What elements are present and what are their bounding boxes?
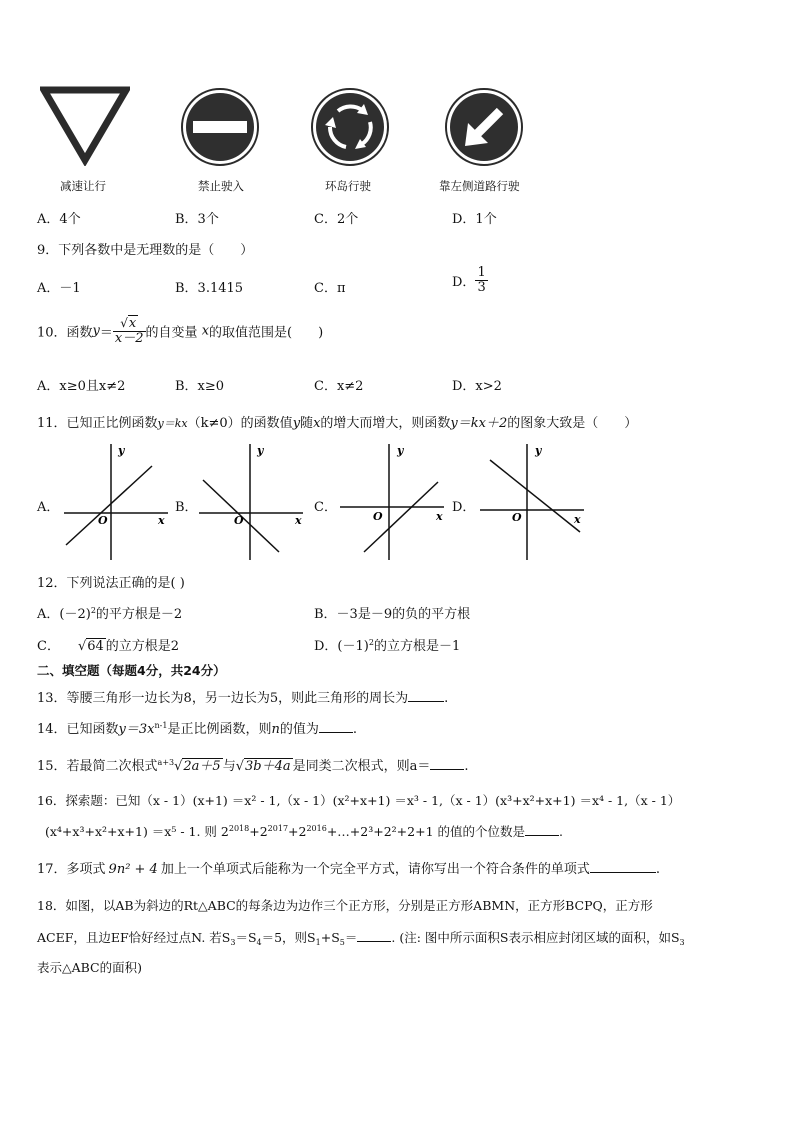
q18-line-3: 表示△ABC的面积)	[37, 960, 142, 975]
svg-text:y: y	[118, 444, 125, 457]
svg-text:y: y	[535, 444, 542, 457]
svg-text:y: y	[397, 444, 404, 457]
q16-answer-blank[interactable]	[525, 823, 559, 836]
q16-line-2: (x⁴+x³+x²+x+1) ＝x⁵ - 1. 则 $2^{2018}+2^{2017}+2^{2016}+\dots+2^3+2^2+2+1$ 的值的个位数是 .	[45, 824, 563, 839]
q17-answer-blank[interactable]	[590, 860, 656, 873]
q18-line-2: ACEF，且边EF恰好经过点N. 若$S_3=S_4=5$，则$S_1+S_5=$ . (注: 图中所示面积S表示相应封闭区域的面积，如$S_3$	[37, 930, 685, 947]
q12-option-a: A．$(-2)^2$的平方根是－2	[37, 606, 183, 622]
q9-option-c: C．π	[314, 281, 346, 296]
q13-answer-blank[interactable]	[408, 689, 444, 702]
svg-text:y: y	[257, 444, 264, 457]
q9-option-d: D． $\frac{1}{3}$	[452, 265, 486, 295]
q10-option-b: B．x≥0	[175, 379, 225, 394]
svg-text:O: O	[234, 514, 244, 527]
sign-caption-roundabout: 环岛行驶	[325, 179, 371, 193]
q9-option-b: B．3.1415	[175, 281, 244, 296]
svg-text:O: O	[98, 514, 108, 527]
q11-graph-d	[476, 440, 596, 562]
q12-option-d: D．$(-1)^2$的立方根是－1	[314, 638, 461, 654]
keep-left-arrow-icon	[444, 87, 524, 167]
sign-caption-no-entry: 禁止驶入	[198, 179, 244, 193]
section-heading-fill-blank: 二、填空题（每题4分，共24分）	[37, 663, 226, 678]
q13-stem: 13．等腰三角形一边长为8，另一边长为5，则此三角形的周长为 .	[37, 691, 449, 706]
q12-option-b: B．－3是－9的负的平方根	[314, 607, 471, 622]
q15-stem: 15．若最简二次根式$^{a+3}$√2a＋5 与√3b＋4a 是同类二次根式，则a＝ .	[37, 758, 469, 774]
no-entry-sign-icon	[180, 87, 260, 167]
q15-answer-blank[interactable]	[430, 757, 464, 770]
q11-label-a: A．	[37, 500, 60, 515]
svg-text:x: x	[436, 510, 443, 523]
svg-text:x: x	[158, 514, 165, 527]
q18-line-1: 18．如图，以AB为斜边的Rt△ABC的每条边为边作三个正方形，分别是正方形ABMN，正方形BCPQ，正方形	[37, 898, 653, 913]
q10-stem: 10．函数y＝ $\frac{√x}{x-2}$ 的自变量 x的取值范围是( )	[37, 316, 324, 346]
q14-stem: 14．已知函数$y=3x^{n-1}$是正比例函数，则n的值为 .	[37, 721, 357, 737]
q16-line-1: 16．探索题：已知（x - 1）(x+1) ＝x² - 1,（x - 1）(x²+x+1) ＝x³ - 1,（x - 1）(x³+x²+x+1) ＝x⁴ - 1,（x - 1）	[37, 793, 681, 808]
q11-label-b: B．	[175, 500, 198, 515]
svg-text:O: O	[512, 511, 522, 524]
q11-graph-c	[336, 440, 456, 562]
q8-option-b: B．3个	[175, 212, 219, 227]
q10-option-c: C．x≠2	[314, 379, 364, 394]
svg-text:O: O	[373, 510, 383, 523]
q17-stem: 17．多项式 9n² + 4 加上一个单项式后能称为一个完全平方式，请你写出一个符合条件的单项式 .	[37, 862, 660, 877]
yield-triangle-icon	[40, 86, 130, 166]
q14-answer-blank[interactable]	[319, 720, 353, 733]
q18-answer-blank[interactable]	[357, 929, 391, 942]
roundabout-sign-icon	[310, 87, 390, 167]
q10-option-d: D．x>2	[452, 379, 502, 394]
q9-stem: 9．下列各数中是无理数的是（ ）	[37, 243, 254, 258]
svg-text:x: x	[295, 514, 302, 527]
q11-label-c: C．	[314, 500, 337, 515]
q9-d-numerator: 1	[477, 265, 486, 280]
q12-option-c: C． √64 的立方根是2	[37, 639, 180, 654]
q11-graph-a	[60, 440, 180, 562]
q8-option-a: A．4个	[37, 212, 81, 227]
q8-option-c: C．2个	[314, 212, 359, 227]
svg-text:x: x	[574, 513, 581, 526]
sign-caption-keep-left: 靠左侧道路行驶	[439, 179, 520, 193]
q11-label-d: D．	[452, 500, 476, 515]
q12-stem: 12．下列说法正确的是( )	[37, 576, 185, 591]
q8-option-d: D．1个	[452, 212, 497, 227]
q10-option-a: A．x≥0且x≠2	[37, 379, 126, 394]
sign-caption-yield: 减速让行	[60, 179, 106, 193]
q11-graph-b	[195, 440, 315, 562]
q9-option-a: A．－1	[37, 281, 81, 296]
q9-d-denominator: 3	[477, 279, 486, 295]
q11-stem: 11．已知正比例函数y＝kx（k≠0）的函数值y随x的增大而增大，则函数y＝kx＋2的图象大致是（ ）	[37, 416, 638, 431]
